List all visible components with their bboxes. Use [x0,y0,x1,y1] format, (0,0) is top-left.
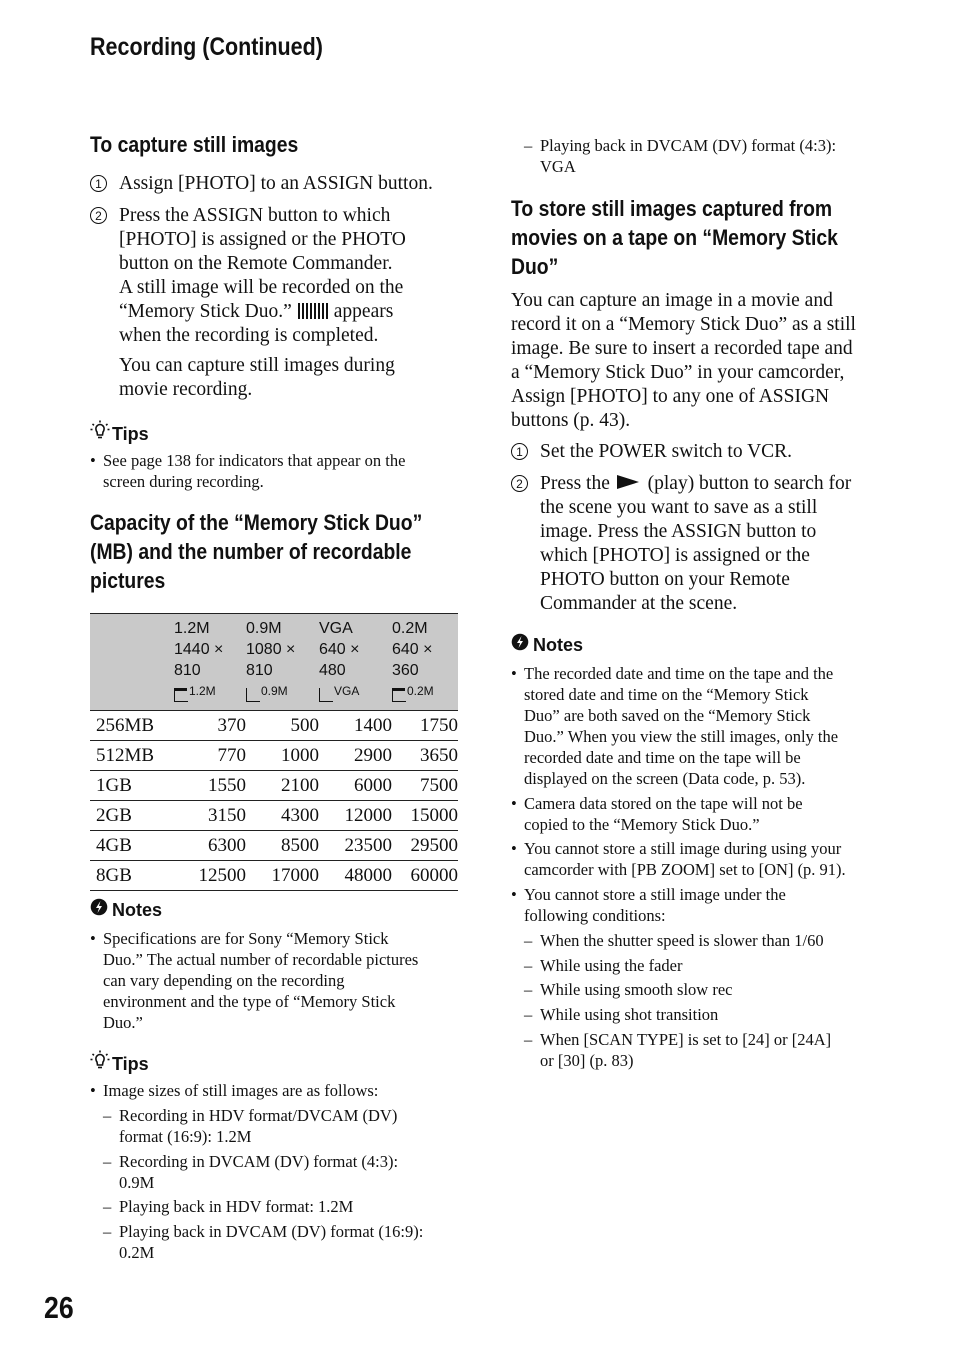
text-line: camcorder with [PB ZOOM] set to [ON] (p. 91). [524,860,846,879]
step-line: the scene you want to save as a still [540,497,818,518]
text-line: Playing back in DVCAM (DV) format (4:3): [540,136,837,155]
text-line: record it on a “Memory Stick Duo” as a still [511,314,856,335]
icon-label: 1.2M [189,684,216,698]
step-line: when the recording is completed. [119,325,379,346]
count-cell: 1750 [392,711,458,741]
step-number-badge: 1 [90,175,107,192]
count-cell: 3150 [174,801,246,831]
text-line: displayed on the screen (Data code, p. 53). [524,769,806,788]
step-line: A still image will be recorded on the [119,277,404,298]
step-line: image. Press the ASSIGN button to [540,521,817,542]
text-line: 0.9M [119,1173,155,1192]
text-line: Camera data stored on the tape will not be [524,794,803,813]
text-line: Playing back in HDV format: 1.2M [119,1197,354,1216]
step-text: Set the POWER switch to VCR. [540,441,793,462]
bullet-dot: • [90,451,96,470]
running-header: Recording (Continued) [90,33,323,61]
memory-stick-standard-icon [246,688,260,702]
count-cell: 1550 [174,771,246,801]
count-cell: 15000 [392,801,458,831]
step-text: Assign [PHOTO] to an ASSIGN button. [119,173,433,194]
capacity-table [90,613,458,891]
capacity-cell: 2GB [90,801,174,831]
text-line: Recording in HDV format/DVCAM (DV) [119,1106,398,1125]
count-cell: 4300 [246,801,319,831]
text-line: Duo.” The actual number of recordable pictures [103,950,419,969]
heading-line: To store still images captured from [511,196,833,221]
notes-label: Notes [533,635,584,655]
text-line: When [SCAN TYPE] is set to [24] or [24A] [540,1030,832,1049]
step-line: PHOTO button on your Remote [540,569,790,590]
table-row [90,741,458,771]
text-line: or [30] (p. 83) [540,1051,634,1070]
text-line: screen during recording. [103,472,264,491]
text-line: Image sizes of still images are as follows: [103,1081,379,1100]
step-line [119,300,464,324]
dash-mark: – [103,1197,112,1216]
notes-warning-icon [511,633,533,656]
column-dims: 640 × [319,641,360,658]
heading-line: Duo” [511,254,559,279]
heading-line: Capacity of the “Memory Stick Duo” [90,510,423,535]
capture-extra [119,354,395,402]
column-dims: 810 [246,662,273,679]
count-cell: 2100 [246,771,319,801]
count-cell: 500 [246,711,319,741]
memory-stick-wide-icon [174,688,188,702]
step-line: Commander at the scene. [540,593,738,614]
bullet-dot: • [511,664,517,683]
count-cell: 12500 [174,861,246,891]
column-dims: 480 [319,662,346,679]
capacity-cell: 256MB [90,711,174,741]
column-dims: 810 [174,662,201,679]
tips-label: Tips [112,1054,149,1074]
capacity-heading [90,508,460,595]
text-line: You cannot store a still image during using your [524,839,842,858]
step-number-badge: 1 [511,443,528,460]
text-line: image. Be sure to insert a recorded tape and [511,338,853,359]
text-line: stored date and time on the “Memory Stick [524,685,809,704]
step-line [540,472,851,496]
table-row [90,861,458,891]
text-line: While using the fader [540,956,683,975]
memory-stick-standard-icon [319,688,333,702]
step-line-suffix: (play) button to search for [647,473,852,494]
text-line: Duo” are both saved on the “Memory Stick [524,706,811,725]
count-cell: 3650 [392,741,458,771]
text-line: While using shot transition [540,1005,719,1024]
tips-heading [90,1050,149,1075]
heading-line: movies on a tape on “Memory Stick [511,225,838,250]
bullet-dot: • [511,794,517,813]
text-line: environment and the type of “Memory Stick [103,992,396,1011]
text-line: buttons (p. 43). [511,410,631,431]
notes-warning-icon [90,898,112,921]
heading-line: pictures [90,568,166,593]
count-cell: 60000 [392,861,458,891]
text-line: Recording in DVCAM (DV) format (4:3): [119,1152,399,1171]
capture-heading: To capture still images [90,132,299,157]
tips-heading [90,420,149,445]
step-number-badge: 2 [90,207,107,224]
dash-mark: – [524,136,533,155]
text-line: You can capture still images during [119,355,395,376]
table-header-0.2m [392,614,458,711]
dash-mark: – [524,1030,533,1049]
text-line: Specifications are for Sony “Memory Stick [103,929,389,948]
text-line: following conditions: [524,906,666,925]
count-cell: 29500 [392,831,458,861]
text-line: You can capture an image in a movie and [511,290,833,311]
bullet-dot: • [90,929,96,948]
icon-label: 0.9M [261,684,288,698]
store-intro [511,289,856,433]
text-line: Playing back in DVCAM (DV) format (16:9): [119,1222,424,1241]
text-line: can vary depending on the recording [103,971,345,990]
text-line: format (16:9): 1.2M [119,1127,252,1146]
count-cell: 770 [174,741,246,771]
capacity-cell: 4GB [90,831,174,861]
step-line: which [PHOTO] is assigned or the [540,545,810,566]
tips-label: Tips [112,424,149,444]
count-cell: 1000 [246,741,319,771]
page-number: 26 [44,1290,74,1325]
play-icon [617,475,639,489]
step-line-suffix: appears [333,301,394,322]
icon-label: 0.2M [407,684,434,698]
memory-stick-wide-icon [392,688,406,702]
step-line-prefix: “Memory Stick Duo.” [119,301,292,322]
text-line: movie recording. [119,379,253,400]
notes-label: Notes [112,900,163,920]
column-dims: 360 [392,662,419,679]
lightbulb-icon [90,420,112,445]
count-cell: 6300 [174,831,246,861]
count-cell: 1400 [319,711,392,741]
column-dims: 1080 × [246,641,296,658]
count-cell: 8500 [246,831,319,861]
column-dims: 1440 × [174,641,224,658]
text-line: Assign [PHOTO] to any one of ASSIGN [511,386,830,407]
dash-mark: – [524,931,533,950]
table-row [90,771,458,801]
step-line-prefix: Press the [540,473,610,494]
text-line: The recorded date and time on the tape and the [524,664,834,683]
count-cell: 12000 [319,801,392,831]
table-header-row [90,614,458,711]
column-dims: 640 × [392,641,433,658]
capacity-cell: 1GB [90,771,174,801]
memory-stick-recording-icon [298,303,328,319]
notes-heading [511,633,583,656]
dash-mark: – [524,980,533,999]
text-line: Duo.” [103,1013,143,1032]
table-header-1.2m [174,614,246,711]
column-size: 0.2M [392,620,428,637]
dash-mark: – [524,1005,533,1024]
count-cell: 370 [174,711,246,741]
notes-heading [90,898,162,921]
table-header-0.9m [246,614,319,711]
text-line: While using smooth slow rec [540,980,733,999]
text-line: a “Memory Stick Duo” in your camcorder, [511,362,845,383]
step-number-badge: 2 [511,475,528,492]
table-row [90,831,458,861]
step-line: button on the Remote Commander. [119,253,393,274]
text-line: recorded date and time on the tape will be [524,748,801,767]
capacity-cell: 8GB [90,861,174,891]
step-line: Press the ASSIGN button to which [119,205,391,226]
text-line: When the shutter speed is slower than 1/60 [540,931,824,950]
count-cell: 48000 [319,861,392,891]
lightbulb-icon [90,1050,112,1075]
column-size: 0.9M [246,620,282,637]
text-line: copied to the “Memory Stick Duo.” [524,815,760,834]
table-header-vga [319,614,392,711]
dash-mark: – [103,1222,112,1241]
dash-mark: – [524,956,533,975]
bullet-dot: • [511,839,517,858]
heading-line: (MB) and the number of recordable [90,539,412,564]
count-cell: 17000 [246,861,319,891]
text-line: See page 138 for indicators that appear on the [103,451,406,470]
count-cell: 23500 [319,831,392,861]
table-row [90,711,458,741]
text-line: 0.2M [119,1243,155,1262]
count-cell: 7500 [392,771,458,801]
dash-mark: – [103,1152,112,1171]
column-size: VGA [319,620,353,637]
store-heading [511,194,881,281]
icon-label: VGA [334,684,360,698]
table-header-empty [90,614,174,711]
bullet-dot: • [90,1081,96,1100]
text-line: You cannot store a still image under the [524,885,786,904]
table-row [90,801,458,831]
count-cell: 2900 [319,741,392,771]
column-size: 1.2M [174,620,210,637]
text-line: Duo.” When you view the still images, only the [524,727,839,746]
capacity-cell: 512MB [90,741,174,771]
bullet-dot: • [511,885,517,904]
count-cell: 6000 [319,771,392,801]
text-line: VGA [540,157,576,176]
step-line: [PHOTO] is assigned or the PHOTO [119,229,406,250]
dash-mark: – [103,1106,112,1125]
